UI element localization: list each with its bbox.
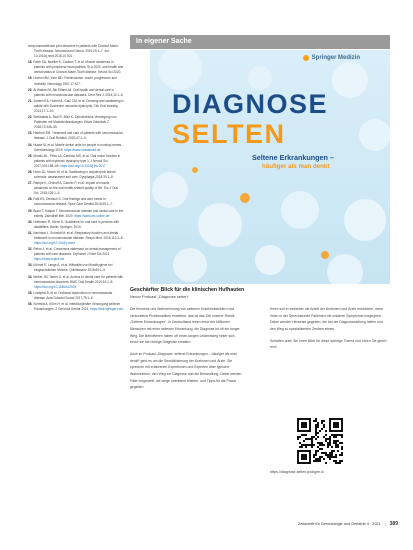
podcast-url[interactable]: https://diagnose-selten.podigee.io: [270, 470, 324, 474]
reference-text: Nusse M, et al. Mobile dental units for people in nursing homes. Gerodontology 2019.: [33, 142, 122, 152]
qr-code[interactable]: [297, 418, 343, 464]
reference-item: [28, 115, 124, 130]
reference-text: Falk ES, Dentsch S. Oral findings and care needs in neuromuscular disease. Spec Care Dentist 2015;35:1–7.: [33, 197, 113, 207]
reference-item: [28, 44, 124, 59]
reference-text: Hoehn MM, Yahr MD. Parkinsonism: onset, progression and mortality. Neurology 1967;17:427.: [33, 76, 117, 86]
reference-text: Robb SA, Mueller K, Cadoux T, et al. Muscle weakness in patients with peripheral neuropathies; SLA 2021: oral health and dental status in Charcot-Marie-Tooth disease. Neurol Sci 2020.: [33, 60, 124, 75]
reference-link[interactable]: https://www.orpha.net: [34, 257, 65, 262]
ad-title-selten: SELTEN: [172, 119, 286, 149]
reference-item: [28, 143, 124, 153]
article-paragraph: Schärfen auch Sie Ihren Blick für diese wichtige Thema und hören Sie gleich rein!: [270, 338, 387, 350]
ad-title-diagnose: DIAGNOSE: [172, 89, 329, 119]
section-tab: In eigener Sache: [130, 35, 390, 49]
ad-subtitle-line2: häufiger als man denkt: [262, 163, 330, 170]
reference-text: Weber JM, Tamm U, et al. Access to dental care for patients with neuromuscular disorders. BMC Oral Health 2019;19:1–8.: [33, 274, 124, 284]
reference-number: 36.: [28, 301, 33, 306]
reference-number: 22.: [28, 115, 33, 120]
springer-medizin-logo: [303, 55, 360, 61]
reference-number: 27.: [28, 181, 33, 186]
reference-number: 23.: [28, 131, 33, 136]
reference-number: 26.: [28, 169, 33, 174]
reference-item: [28, 291, 124, 301]
reference-item: [28, 302, 124, 312]
reference-number: 19.: [28, 76, 33, 81]
footer-separator: |: [384, 522, 386, 526]
reference-item: [28, 131, 124, 141]
article-headline: Geschärfter Blick für die klinischen Hufhauten: [130, 287, 245, 293]
reference-item: [28, 247, 124, 262]
reference-text: Schmidt A, Kühn H, et al. Interdisziplinäre Versorgung seltener Erkrankungen. Z Gerontol Geriatr 2021.: [33, 301, 121, 312]
reference-number: 32.: [28, 247, 33, 252]
reference-number: 28.: [28, 197, 33, 202]
reference-number: 25.: [28, 153, 33, 158]
reference-link[interactable]: https://doi.org/10.1186/s12903: [34, 284, 77, 289]
cell-shape: [198, 203, 242, 247]
reference-item: [28, 220, 124, 230]
reference-text: Kühnel E, Lange A, et al. Hilfsmittel zur Mundhygiene bei eingeschränkter Motorik. Quintessenz 2018;69:1–9.: [33, 263, 113, 273]
reference-text: Brant T, Kaspar T. Neuromuscular disease and dental care in the elderly. Zahnärztl Mitt. 2020.: [33, 208, 124, 218]
podcast-advertisement[interactable]: [150, 50, 390, 284]
reference-item: [28, 231, 124, 246]
reference-number: 35.: [28, 290, 33, 295]
cell-shape: [248, 66, 272, 90]
journal-name: Zeitschrift für Gerontologie und Geriatrie 4 · 2021: [297, 522, 381, 526]
article-column-1: [130, 306, 242, 396]
page-number: 389: [389, 521, 398, 527]
reference-number: 29.: [28, 208, 33, 213]
cell-shape: [332, 62, 368, 98]
reference-item: [28, 275, 124, 290]
reference-text: Rampe K, Ornhoff A, Garnier P, et al. Impact of muscle weakness on the oral health-related quality of life. Eur J Oral Sci. 2018;126:1–9.: [33, 181, 118, 196]
reference-text: Hoffmann R, Glenz S. Guidelines for oral care in persons with disabilities. Berlin: Springer; 2019.: [33, 219, 120, 229]
highlighted-cell: [321, 251, 329, 259]
page-footer: [248, 521, 398, 527]
reference-item: [28, 60, 124, 75]
reference-text: Neuhaus L, Schmidt M, et al. Respiratory function and dental treatment in neuromuscular disease. Respir Med. 2016;112:1–8.: [33, 230, 124, 240]
reference-number: 24.: [28, 142, 33, 147]
cell-shape: [359, 119, 390, 151]
reference-text: Lindqvist B, et al. Orofacial dysfunction in neuromuscular disease. Acta Odontol Scand 2017;75:1–6.: [33, 290, 113, 300]
reference-number: 20.: [28, 87, 33, 92]
reference-text: Al Wakeel M, Bin Elfaird Ali. Oral health and dental care in patients with neuromuscular diseases. Dent Res J. 2014;11:1–6.: [33, 87, 124, 97]
cell-shape: [152, 172, 188, 208]
cell-shape: [158, 50, 202, 90]
cell-shape: [281, 191, 319, 229]
reference-text: Jansen EA, Hubert A, Gaul CM, et al. Chewing and swallowing in adults with Duchenne muscular dystrophy. Clin Oral Investig. 2013;17:1–10.: [33, 98, 124, 113]
article-paragraph: Die Kenntnis und Wahrnehmung von seltenen Krankheitsbildern und verbundene Problematiken erweitern, das ist das Ziel unserer Rubrik „Seltene Erkrankungen“. In Deutschland leben etwa vier Millionen Menschen mit einer seltenen Erkrankung, die Diagnose ist oft ein langer Weg. Die Betroffenen haben oft einen langen Leidensweg hinter sich, bevor sie die richtige Diagnose erhalten.: [130, 307, 240, 345]
brand-name: Springer Medizin: [311, 55, 360, 61]
reference-link[interactable]: https://www.zm-online.de: [74, 213, 110, 218]
reference-number: 21.: [28, 98, 33, 103]
reference-number: 31.: [28, 230, 33, 235]
reference-number: 33.: [28, 263, 33, 268]
article-column-2: [270, 306, 388, 356]
cell-shape: [255, 245, 285, 275]
reference-text: Rehm J, et al. Consensus statement on dental management of patients with rare diseases. Orphanet J Rare Dis 2021.: [33, 247, 121, 257]
reference-text: Morais ML, Pinto LA, Cardoso MS, et al. Oral motor function in patients with myotonic dystrophy type 1. J Neurol Sci. 2017;376:188–95.: [33, 153, 121, 168]
cell-shape: [327, 254, 363, 284]
ad-subtitle-line1: Seltene Erkrankungen –: [252, 153, 334, 162]
reference-number: 30.: [28, 219, 33, 224]
reference-link[interactable]: https://link.springer.com: [90, 307, 124, 312]
reference-item: [28, 99, 124, 114]
article-subhead: Neuer Podcast „Diagnose selten“: [130, 294, 189, 299]
reference-item: [28, 181, 124, 196]
cell-shape: [173, 248, 207, 282]
reference-item: [28, 209, 124, 219]
highlighted-cell: [192, 167, 198, 173]
article-paragraph: Auch im Podcast „Diagnose: seltene Erkrankungen – häufiger als man denkt“ geht es um die Sensibilisierung der Ärztinnen und Ärzte. Sie sprechen mit erfahrenen Expertinnen und Experten über typische Warnzeichen, den Weg zur Diagnose und die Behandlung. Dabei werden Fälle vorgestellt, die lange unerkannt blieben, und Tipps für die Praxis gegeben.: [130, 351, 242, 390]
reference-number: 18.: [28, 60, 33, 65]
reference-link[interactable]: https://www.zmkaktuell.de: [64, 147, 101, 152]
reference-text: Holm JD, Moerk W, et al. Swallowing in amyotrophic lateral sclerosis: assessment and care. Dysphagia 2018;33:1–8.: [33, 169, 116, 179]
highlighted-cell: [240, 193, 250, 203]
reference-item: [28, 197, 124, 207]
reference-text: temporomandibular joint disorders in patients with Charcot-Marie-Tooth disease. Neuromuscul Disord. 2019;29:1–7. doi: 10.1016/j.nmd.2018.10.001: [28, 44, 119, 59]
article-paragraph: Ihnen soll er einfacher die Arbeit der Ärztinnen und Ärzte erleichtern, wenn ihnen in der Sprechstunde Patienten mit unklaren Symptomen begegnen. Dabei werden Hinweise gegeben, die bei der Diagnosestellung helfen und den Weg zu spezialisierten Zentren ebnen.: [270, 307, 384, 331]
reference-item: [28, 88, 124, 98]
reference-item: [28, 76, 124, 86]
reference-item: [28, 263, 124, 273]
reference-number: 34.: [28, 274, 33, 279]
springer-logo-icon: [303, 55, 309, 61]
reference-text: Stefanakis A, Stoll R, Bürk K. Zahnärztliche Versorgung von Patienten mit Muskelerkrankungen. Dtsch Zahnärztl Z 2018;73:346–55.: [33, 115, 117, 130]
reference-text: Hartford EM. Treatment and care of patients with neuromuscular disease. J Oral Rehabil. 2020;47:1–9.: [33, 131, 123, 141]
reference-list: [28, 44, 124, 313]
cell-shape: [344, 199, 386, 241]
reference-item: [28, 170, 124, 180]
reference-link[interactable]: https://doi.org/10.1016/j.rmed: [34, 241, 75, 245]
reference-link[interactable]: https://doi.org/10.1016/j.jns.2017: [60, 163, 106, 168]
reference-item: [28, 154, 124, 169]
